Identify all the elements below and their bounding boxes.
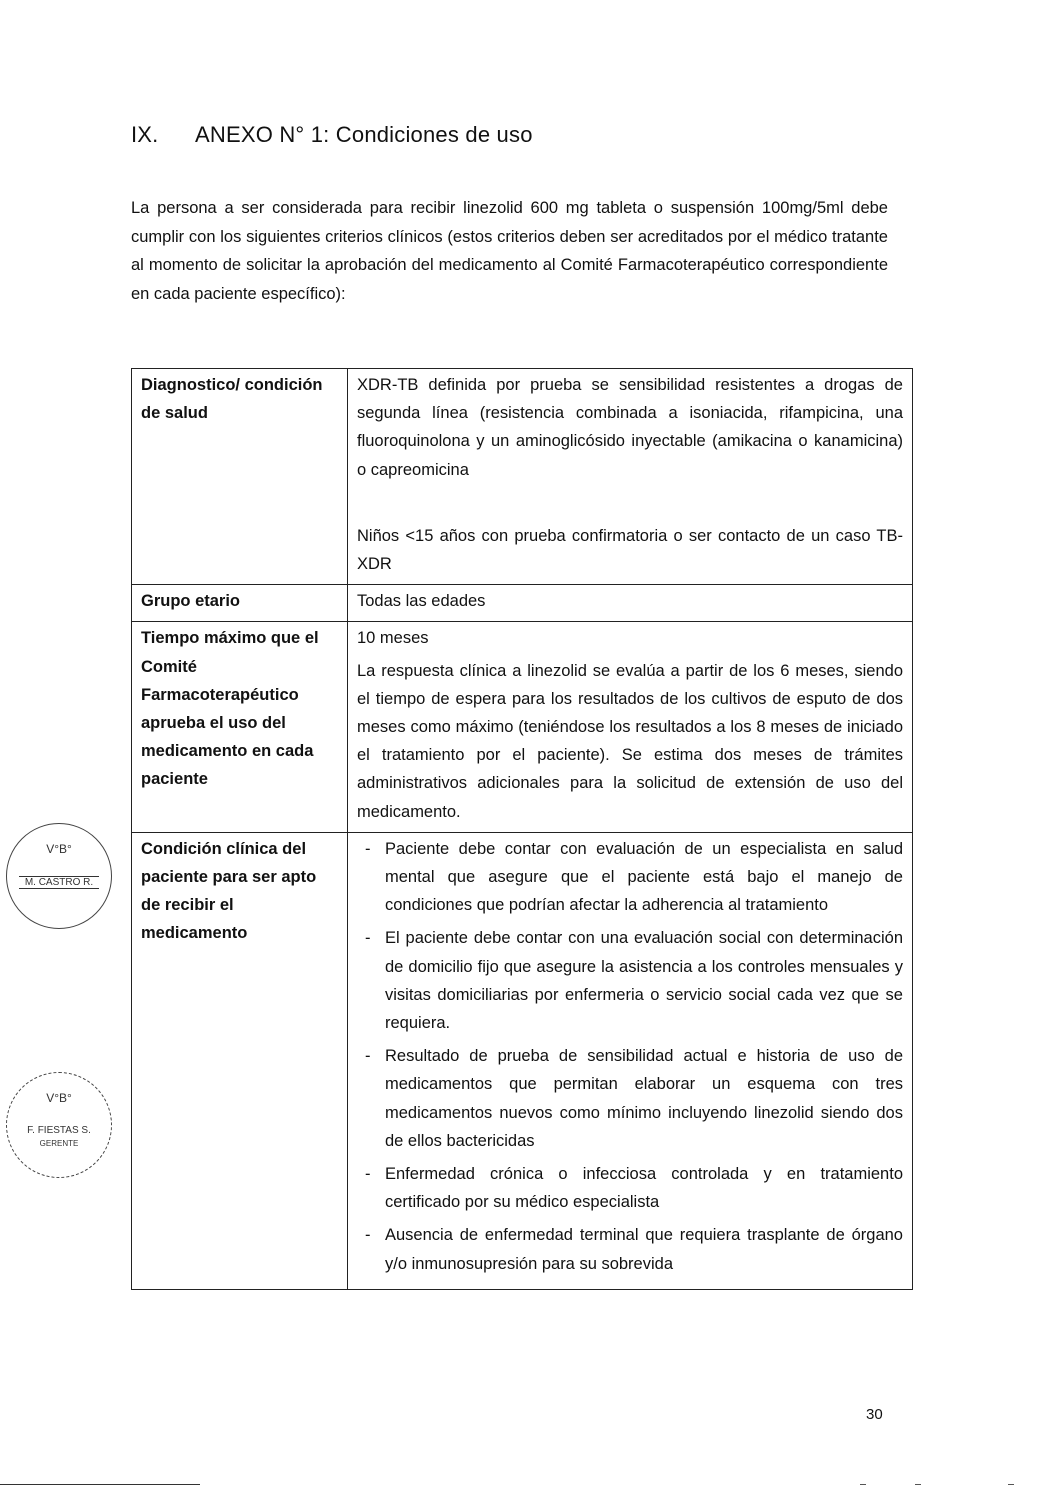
row-value — [348, 369, 913, 585]
list-item: - Paciente debe contar con evaluación de un especialista en salud mental que asegure que el paciente está bajo el manejo de condiciones que podrían afectar la adherencia al tratamiento — [357, 835, 903, 920]
stamp-mark: V°B° — [46, 1091, 72, 1105]
value-paragraph: Todas las edades — [357, 592, 486, 611]
row-value — [348, 832, 913, 1289]
scan-artifact — [915, 1484, 921, 1485]
value-paragraph: 10 meses — [357, 629, 429, 648]
table-row — [132, 622, 913, 832]
footer-divider — [0, 1484, 200, 1485]
list-item: - Enfermedad crónica o infecciosa controlada y en tratamiento certificado por su médico especialista — [357, 1160, 903, 1216]
stamp-name: F. FIESTAS S. — [27, 1125, 91, 1136]
list-item: - Resultado de prueba de sensibilidad actual e historia de uso de medicamentos que permitan elaborar un esquema con tres medicamentos nuevos como mínimo incluyendo linezolid siendo dos de ellos bactericidas — [357, 1042, 903, 1155]
section-title: ANEXO N° 1: Condiciones de uso — [195, 122, 533, 147]
value-paragraph: La respuesta clínica a linezolid se evalúa a partir de los 6 meses, siendo el tiempo de espera para los resultados de los cultivos de esputo de dos meses como máximo (teniéndose los resultados a los 8 meses de iniciado el tratamiento por el paciente). Se estima dos meses de trámites administrativos adicionales para la solicitud de extensión de uso del medicamento. — [357, 661, 903, 821]
table-row — [132, 585, 913, 622]
approval-stamp — [6, 823, 112, 929]
row-label: Diagnostico/ condición de salud — [132, 369, 348, 585]
stamp-mark: V°B° — [46, 842, 72, 856]
row-value — [348, 585, 913, 622]
table-row — [132, 832, 913, 1289]
row-label: Condición clínica del paciente para ser apto de recibir el medicamento — [132, 832, 348, 1289]
conditions-table — [131, 368, 913, 1290]
stamp-role: GERENTE — [39, 1139, 79, 1148]
criteria-list — [357, 835, 903, 1278]
list-item: - Ausencia de enfermedad terminal que requiera trasplante de órgano y/o inmunosupresión para su sobrevida — [357, 1221, 903, 1277]
value-paragraph: XDR-TB definida por prueba se sensibilidad resistentes a drogas de segunda línea (resistencia combinada a isoniacida, rifampicina, una fluoroquinolona y un aminoglicósido inyectable (amikacina o kanamicina) o capreomicina — [357, 376, 903, 479]
value-paragraph: Niños <15 años con prueba confirmatoria o ser contacto de un caso TB-XDR — [357, 526, 903, 574]
row-value — [348, 622, 913, 832]
row-label: Tiempo máximo que el Comité Farmacoterapéutico aprueba el uso del medicamento en cada paciente — [132, 622, 348, 832]
section-heading — [131, 122, 533, 148]
table-row — [132, 369, 913, 585]
stamp-name: M. CASTRO R. — [19, 876, 99, 889]
intro-paragraph: La persona a ser considerada para recibir linezolid 600 mg tableta o suspensión 100mg/5ml debe cumplir con los siguientes criterios clínicos (estos criterios deben ser acreditados por el médico tratante al momento de solicitar la aprobación del medicamento al Comité Farmacoterapéutico correspondiente en cada paciente específico): — [131, 199, 888, 303]
list-item: - El paciente debe contar con una evaluación social con determinación de domicilio fijo que asegure la asistencia a los controles mensuales y visitas domiciliarias por enfermeria o servicio social cada vez que se requiera. — [357, 924, 903, 1037]
page-number: 30 — [866, 1406, 883, 1423]
row-label: Grupo etario — [132, 585, 348, 622]
scan-artifact — [860, 1484, 866, 1485]
approval-stamp — [6, 1072, 112, 1178]
section-number: IX. — [131, 122, 159, 147]
scan-artifact — [1008, 1484, 1014, 1485]
